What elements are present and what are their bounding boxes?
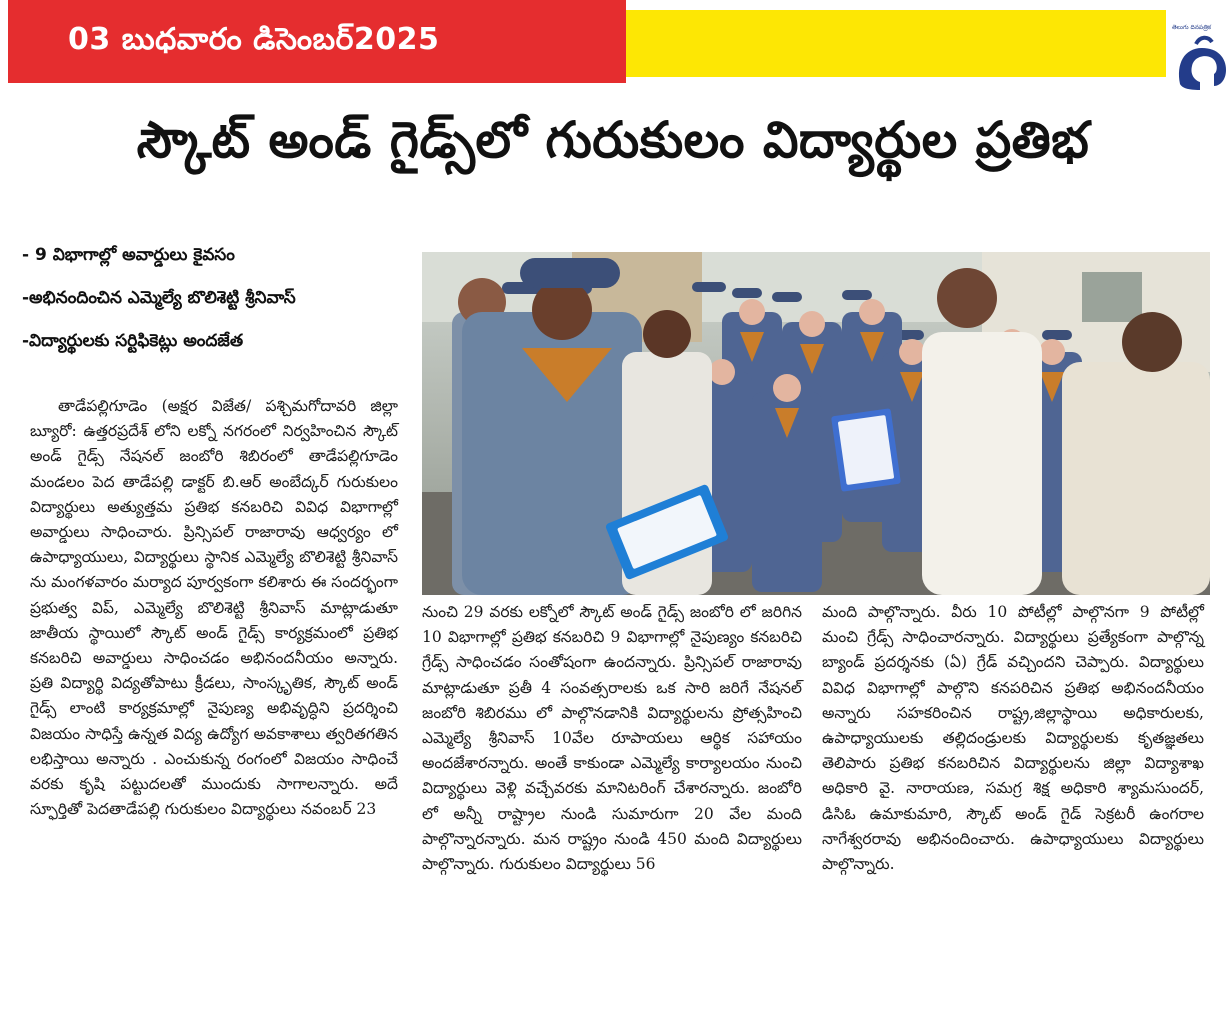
date-banner [8,0,626,83]
masthead-yellow-strip [626,10,1166,77]
date-line: 03 బుధవారం డిసెంబర్2025 [68,22,440,57]
subheads [22,244,412,373]
subhead-1: - 9 విభాగాల్లో అవార్డులు కైవసం [22,245,235,265]
masthead [0,0,1226,92]
newspaper-logo [1166,0,1226,92]
article-headline: స్కౌట్ అండ్ గైడ్స్‌లో గురుకులం విద్యార్థుల ప్రతిభ [136,111,1090,169]
article-body-column-1: తాడేపల్లిగూడెం (అక్షర విజేత/ పశ్చిమగోదావరి జిల్లా బ్యూరో: ఉత్తరప్రదేశ్ లోని లక్నో నగరంలో నిర్వహించిన స్కౌట్ అండ్ గైడ్స్ నేషనల్ జంబోరి శిబిరంలో తాడేపల్లిగూడెం మండలం పెద తాడేపల్లి డాక్టర్ బి.ఆర్ అంబేద్కర్ గురుకులం విద్యార్థులు అత్యుత్తమ ప్రతిభ కనబరిచి వివిధ విభాగాల్లో అవార్డులు సాధించారు. ప్రిన్సిపల్ రాజారావు ఆధ్వర్యం లో ఉపాధ్యాయులు, విద్యార్థులు స్థానిక ఎమ్మెల్యే బొలిశెట్టి శ్రీనివాస్ ను మంగళవారం మర్యాద పూర్వకంగా కలిశారు ఈ సందర్భంగా ప్రభుత్వ విప్, ఎమ్మెల్యే బొలిశెట్టి శ్రీనివాస్ మాట్లాడుతూ జాతీయ స్థాయిలో స్కౌట్ అండ్ గైడ్స్ కార్యక్రమంలో ప్రతిభ కనబరిచి అవార్డులు సాధించడం అభినందనీయం అన్నారు. ప్రతి విద్యార్థి విద్యతోపాటు క్రీడలు, సాంస్కృతిక, స్కౌట్ అండ్ గైడ్స్ లాంటి కార్యక్రమాల్లో నైపుణ్య అభివృద్ధిని ప్రదర్శించి విజయం సాధిస్తే ఉన్నత విద్య ఉద్యోగ అవకాశాలు త్వరితగతిన లభిస్తాయి అన్నారు . ఎంచుకున్న రంగంలో విజయం సాధించే వరకు కృషి పట్టుదలతో ముందుకు సాగాలన్నారు. అదే స్ఫూర్తితో పెదతాడేపల్లి గురుకులం విద్యార్థులు నవంబర్ 23 [30,397,398,819]
subhead-3: -విద్యార్థులకు సర్టిఫికెట్లు అందజేత [22,331,244,351]
logo-tagline: తెలుగు దినపత్రిక [1172,24,1212,31]
akshara-vijetha-logo-icon [1174,34,1226,92]
news-photo [422,252,1210,595]
news-photo-scouts-certificate-icon [422,252,1210,595]
article-body-column-2: నుంచి 29 వరకు లక్నోలో స్కౌట్ అండ్ గైడ్స్ జంబోరి లో జరిగిన 10 విభాగాల్లో ప్రతిభ కనబరిచి 9 విభాగాల్లో నైపుణ్యం కనబరిచి గ్రేడ్స్ సాధించడం సంతోషంగా ఉందన్నారు. ప్రిన్సిపల్ రాజారావు మాట్లాడుతూ ప్రతీ 4 సంవత్సరాలకు ఒక సారి జరిగే నేషనల్ జంబోరి శిబిరము లో పాల్గొనడానికి విద్యార్థులను ప్రోత్సహించి ఎమ్మెల్యే శ్రీనివాస్ 10వేల రూపాయలు ఆర్థిక సహాయం అందజేశారన్నారు. అంతే కాకుండా ఎమ్మెల్యే కార్యాలయం నుంచి విద్యార్థులు వెళ్లి వచ్చేవరకు మానిటరింగ్ చేశారన్నారు. జంబోరి లో అన్నీ రాష్ట్రాల నుండి సుమారుగా 20 వేల మంది పాల్గొన్నారన్నారు. మన రాష్ట్రం నుండి 450 మంది విద్యార్థులు పాల్గొన్నారు. గురుకులం విద్యార్థులు 56 [422,603,802,874]
subhead-2: -అభినందించిన ఎమ్మెల్యే బొలిశెట్టి శ్రీనివాస్ [22,288,296,308]
article-body-column-3: మంది పాల్గొన్నారు. వీరు 10 పోటీల్లో పాల్గొనగా 9 పోటీల్లో మంచి గ్రేడ్స్ సాధించారన్నారు. విద్యార్థులు ప్రత్యేకంగా పాల్గొన్న బ్యాండ్ ప్రదర్శనకు (ఏ) గ్రేడ్ వచ్చిందని చెప్పారు. విద్యార్థులు వివిధ విభాగాల్లో పాల్గొని కనపరిచిన ప్రతిభ అభినందనీయం అన్నారు సహకరించిన రాష్ట్ర,జిల్లాస్థాయి అధికారులకు, ఉపాధ్యాయులకు తల్లిదండ్రులకు విద్యార్థులకు కృతజ్ఞతలు తెలిపారు ప్రతిభ కనబరిచిన విద్యార్థులను జిల్లా విద్యాశాఖ అధికారి వై. నారాయణ, సమగ్ర శిక్ష అధికారి శ్యామసుందర్, డిసిఓ ఉమాకుమారి, స్కౌట్ అండ్ గైడ్ సెక్రటరీ ఉంగరాల నాగేశ్వరరావు అభినందించారు. ఉపాధ్యాయులు విద్యార్థులు పాల్గొన్నారు. [822,603,1204,874]
